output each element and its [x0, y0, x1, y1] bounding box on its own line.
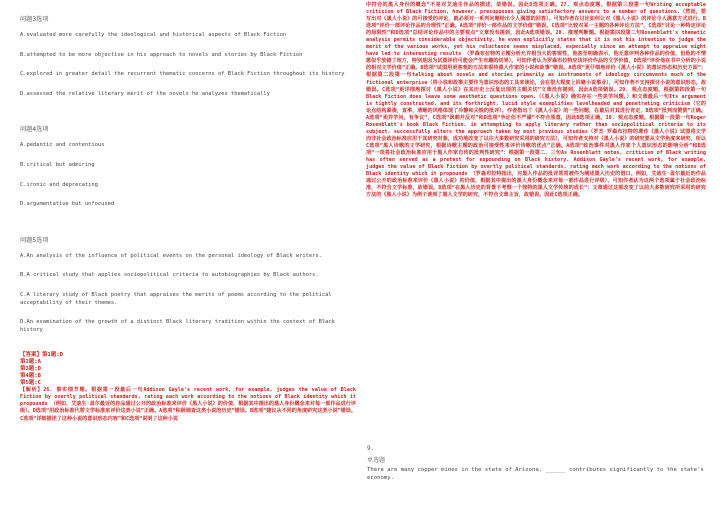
question-number: 9. [367, 445, 375, 452]
option-c: C.A literary study of Black poetry that appraises the merits of poems according to the political acceptability of their themes. [20, 291, 332, 306]
option-b: B.A critical study that applies sociopolitical criteria to autobiographies by Black authors. [20, 272, 319, 279]
option-c: C.ironic and deprecating [20, 181, 98, 188]
option-c: C.explored in greater detail the recurrent thematic concerns of Black Fiction throughout its history [20, 71, 345, 78]
question-3-options [20, 16, 356, 98]
question-4-label: 问题4选项 [20, 126, 49, 134]
option-b: B.attempted to be more objective in his approach to novels and stories by Black Fiction [20, 51, 303, 58]
question-5-options [20, 237, 356, 335]
option-a: A.evaluated more carefully the ideological and historical aspects of Black Fiction [20, 32, 287, 38]
right-column [362, 0, 712, 442]
answer-line: 第5题:C [20, 380, 41, 387]
option-a: A.pedantic and contentious [20, 142, 105, 149]
option-d: D.assessed the relative literary merit of the novels he analyzes thematically [20, 90, 270, 97]
option-b: B.critical but admiring [20, 161, 95, 168]
answer-line: 第4题:B [20, 373, 41, 380]
answer-line: 第2题:A [20, 359, 41, 366]
analysis-continued-text: 中符合的黑人身份的概念”不是对艾迪生作品的描述，故错误。因此D选项正确。27. 观点态度题。根据第三段第一句Writing acceptable criticism of Black Fiction, however, presupposes giving satisfactory answers to a number of questions.（然而，要写出对《黑人小说》的可接受的评论，就必须对一系列问题给出令人满意的回答）。可知作者在讨论如何让对《黑人小说》的评论令人满意方式进行。B选项“评价一部评论作品的合理性”正确。A选项“评价一部作品的文学价值”错误。C选项“比较对某一主题的各种评论方法”，C选项“讨论一种特定评论的局限性”和D选项“总结评论作品中的主要观点”文章没有提到，因此A选项错误。28. 推理判断题。根据第四段第二句Rosenblatt's thematic analysis permits considerable objectivity, he even explicitly states that it is not his intention to judge the merit of the various works, yet his reluctance seems misplaced, especially since an attempt to appraise might have led to interesting results （罗森布拉特的主题分析允许相当大的客观性，他甚至明确表示，他无意评判各种作品的价值，但他的不情愿似乎放错了地方，特别是因为试图评价可能会产生有趣的结果）。可知作者认为罗森布拉特应该评价作品的文学价值，D选项“评价他在书中分析的小说的相对文学价值”正确。B选项“试图用更客观的方法来看待黑人作家的小说和故事”错误。A选项“更仔细地评价《黑人小说》的意识形态和历史方面”；根据第二段第一句talking about novels and stories primarily as instruments of ideology circumvents much of the fictional enterprise（将小说和故事主要作为意识形态的工具来谈论，会在很大程度上回避小说事业），可知作者不支持探讨小说的意识形态，故错误。C选项“更详细地探讨《黑人小说》在其历史上反复出现的主题关切”文章没有提到，因此A选项错误。29. 观点态度题。根据第四段第一句Black Fiction does leave some aesthetic questions open.（《黑人小说》确实存在一些美学问题。）和文章最后一句Its argument is tightly constructed, and its forthright, lucid style exemplifies levelheaded and penetrating criticism（它的论点结构紧凑，直率、清晰的风格体现了冷静和尖锐的批评）。作者指出了《黑人小说》的一些问题，在最后对其进行肯定，B选项“批判而赞赏”正确。A选项“卖弄学问，有争议”，C选项“讽刺并反对”和D选项“争论但不严谨”不符合原意，因此B选项正确。30. 观点态度题。根据第一段第一句Roger Rosenblatt's book Black Fiction, in attempting to apply literary rather than sociopolitical criteria to its subject, successfully alters the approach taken by most previous studies（罗杰·罗森布拉特的著作《黑人小说》试图将文学而非社会政治标准应用于其研究对象，成功地改变了以往大多数研究采用的研究方法），可知作者支持对《黑人小说》的研究要从文学角度来研究，所以C选项“黑人诗歌的文学研究，根据诗歌主题的政治可接受性来评价诗歌的优点”正确。A选项“政治事件对黑人作家个人意识形态的影响分析”和B选项“一项将社会政治标准应用于黑人作家自传的批判性研究”：根据第一段第二、三句As Rosenblatt notes, criticism of Black writing has often served as a pretext for expounding on Black history. Addison Gayle's recent work, for example, judges the value of Black Fiction by overtly political standards, rating each work according to the notions of Black identity which it propounds （罗森布拉特指出，对黑人作品的批评常常被作为阐述黑人历史的借口。例如，艾迪生·盖尔最近的作品通过公开的政治标准来评价《黑人小说》的价值，根据其中提出的黑人身份概念来对每一部作品进行评级），可知作者认为这两个选项属于社会政治标准，不符合文学标准，故错误。D选项“在黑人历史的背景下考察一个独特的黑人文学传统的成长”：文章通过这部改变了以前大多数研究所采用的研究方法的《黑人小说》为例子谈到了黑人文学的研究，不符合文章主旨，故错误。因此C选项正确。 [366, 2, 706, 199]
left-column [0, 0, 356, 508]
answer-key [20, 352, 356, 387]
option-d: D.argumentative but unfocused [20, 201, 115, 208]
answer-line: 【答案】第1题:D [20, 352, 63, 359]
question-9-text: There are many copper mines in the state of Arizona. ______ contributes significantly to the state's economy. [367, 467, 704, 481]
question-4-options [20, 126, 356, 208]
option-d: D.An examination of the growth of a distinct Black literary tradition within the context of Black history [20, 319, 335, 333]
analysis-text: 【解析】26. 事实细节题。根据第一段最后一句Addison Gayle's recent work, for example, judges the value of Black Fiction by overtly political standards, rating each work according to the notions of Black identity which it propounds （例如，艾迪生·盖尔最近的作品通过公开的政治标准来评价《黑人小说》的价值，根据其中提出的黑人身份概念来对每一部作品进行评级）。D选项“用政治标准代替文学标准来评价这类小说”正确。A选项“积极调查这类小说的历史”错误。B选项“建议从不同的角度研究这类小说”错误。C选项“详细描述了这种小说的意识形态内容”和C选项“说明了这种小说 [20, 387, 356, 422]
question-3-label: 问题3选项 [20, 16, 49, 23]
answer-line: 第3题:D [20, 366, 41, 373]
option-a: A.An analysis of the influence of political events on the personal ideology of Black writers. [20, 252, 322, 259]
question-5-label: 问题5选项 [20, 236, 49, 244]
question-type-label: 单选题 [367, 457, 386, 464]
